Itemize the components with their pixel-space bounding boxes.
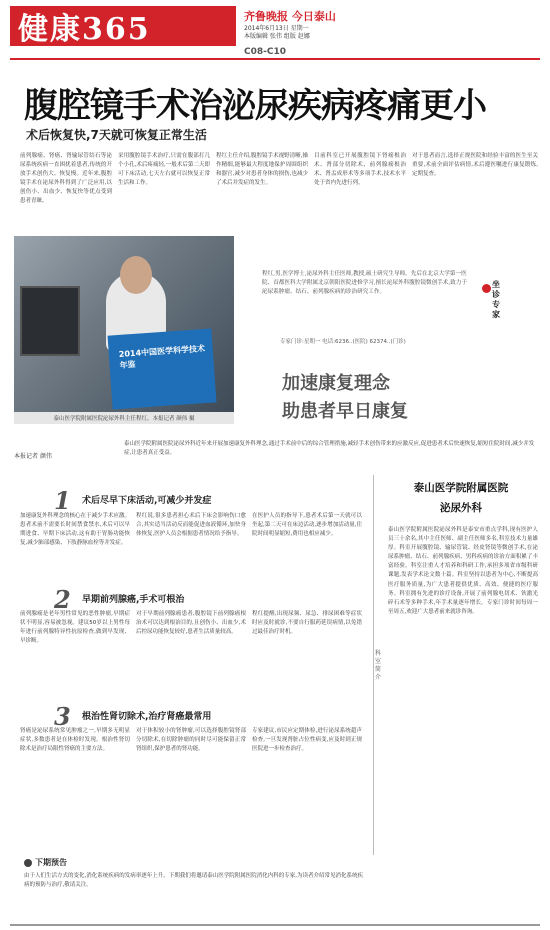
feature-title-line-1: 加速康复理念 [282,373,390,394]
footer-rule [10,924,540,926]
department-title-line-1: 泰山医学院附属医院 [413,482,509,494]
intro-paragraph: 泰山医学院附属医院泌尿外科近年来开展加速康复外科理念,通过手术前中后的综合管理措施,减轻手术创伤带来的应激反应,促进患者术后快速恢复,缩短住院时间,减少并发症,让患者真正受益。 [124,441,535,456]
section-3-col-2: 对于体积较小的肾肿瘤,可以选择腹腔镜肾部分切除术,在切除肿瘤的同时尽可能保留正常肾组织,保护患者的肾功能。 [136,728,246,753]
tag-dot-icon [482,284,491,293]
department-title [386,478,536,518]
column-divider [373,475,374,855]
next-issue-heading [24,857,67,868]
photo-book [108,328,217,409]
section-2-number: 2 [54,585,71,614]
department-label: 科室简介 [375,650,382,681]
masthead [0,0,550,62]
section-3-title: 根治性肾切除术,治疗肾癌最常用 [82,711,212,722]
section-1-heading [82,489,211,509]
department-intro: 泰山医学院附属医院泌尿外科是泰安市重点学科,现有医护人员三十余名,其中主任医师、副主任医师多名,科室技术力量雄厚。科室开展腹腔镜、输尿管镜、经皮肾镜等微创手术,在泌尿系肿瘤、结石、前列腺疾病、男科疾病的诊治方面积累了丰富经验。科室注重人才培养和科研工作,承担多项省市级科研课题,发表学术论文数十篇。科室坚持以患者为中心,不断提高医疗服务质量,为广大患者提供优质、高效、便捷的医疗服务。科室拥有先进的诊疗设备,开展了前列腺电切术、钬激光碎石术等多种手术,年手术量逐年增长。专家门诊时间每周一至周五,欢迎广大患者前来就诊咨询。 [388,527,538,615]
section-3-number: 3 [54,702,71,731]
masthead-rule [10,58,540,60]
body-column-3: 程红主任介绍,腹腔镜手术视野清晰,操作精细,能够最大程度地保护周围组织和器官,减少对患者身体的损伤,也减少了术后并发症的发生。 [216,153,308,187]
article-headline: 腹腔镜手术治泌尿疾病疼痛更小 [24,86,486,126]
section-3-col-1: 肾癌是泌尿系统常见肿瘤之一,早期多无明显症状,多数患者是在体检时发现。根治性肾切除术是治疗局限性肾癌的主要方法。 [20,728,130,753]
photo-book-title: 2014中国医学科学技术年鉴 [118,343,206,370]
section-logo [10,6,236,46]
body-column-2: 采用腹腔镜手术治疗,只需在腹部打几个小孔,术后疼痛轻,一般术后第二天即可下床活动,七天左右就可以恢复正常生活和工作。 [118,153,210,187]
body-column-4: 目前科室已开展腹腔镜下肾癌根治术、肾部分切除术、前列腺癌根治术、肾盂成形术等多项手术,技术水平处于省内先进行列。 [314,153,406,187]
photo-face [120,256,152,294]
bullet-icon [24,859,32,867]
body-column-5: 对于患者而言,选择正规医院和经验丰富的医生至关重要,术前全面评估病情,术后遵医嘱进行康复锻炼,定期复查。 [412,153,538,178]
page-range: C08-C10 [244,47,286,57]
expert-tag-label: 坐诊专家 [492,280,500,319]
byline: 本报记者 颜伟 [14,453,52,460]
photo-caption: 泰山医学院附属医院泌尿外科主任程红。本报记者 颜伟 摄 [14,412,234,424]
photo-monitor [20,286,80,356]
doctor-contact: 专家门诊:星期一 电话:6236..(医院) 62374..(门诊) [280,339,406,345]
section-1-col-3: 在医护人员的指导下,患者术后第一天就可以坐起,第二天可在床边活动,逐步增加活动量,住院时间明显缩短,费用也相应减少。 [252,513,362,538]
section-1-title: 术后尽早下床活动,可减少并发症 [82,495,212,506]
section-2-heading [82,588,184,608]
section-3-col-3: 专家建议,市民应定期体检,进行泌尿系统超声检查,一旦发现肾脏占位性病变,应及时到正规医院进一步检查治疗。 [252,728,362,753]
article-subhead: 术后恢复快,7天就可恢复正常生活 [26,128,207,142]
department-title-line-2: 泌尿外科 [440,502,482,514]
doctor-bio: 程红,男,医学博士,泌尿外科主任医师,教授,硕士研究生导师。先后在北京大学第一医院、首都医科大学附属北京朝阳医院进修学习,擅长泌尿外科腹腔镜微创手术,致力于泌尿系肿瘤、结石、前列腺疾病的诊治研究工作。 [262,271,467,295]
next-issue-title: 下期预告 [35,858,67,867]
paper-name: 齐鲁晚报 今日泰山 [244,10,336,23]
feature-title-line-2: 助患者早日康复 [282,401,408,422]
section-2-col-1: 前列腺癌是老年男性常见的恶性肿瘤,早期症状不明显,容易被忽视。建议50岁以上男性每年进行前列腺特异性抗原检查,做到早发现、早诊断。 [20,611,130,645]
section-2-col-2: 对于早期前列腺癌患者,腹腔镜下前列腺癌根治术可以达到根治目的,且创伤小、出血少,术后控尿功能恢复较好,患者生活质量较高。 [136,611,246,636]
expert-tag [482,280,502,350]
doctor-photo [14,236,234,414]
section-2-title: 早期前列腺癌,手术可根治 [82,594,185,605]
section-3-heading [82,705,211,725]
issue-meta [244,25,310,41]
section-logo-text: 健康365 [18,12,151,47]
section-1-col-1: 加速康复外科理念的核心在于减少手术应激。患者术前不需要长时间禁食禁水,术后可以早期进食、早期下床活动,这有助于胃肠功能恢复,减少肺部感染、下肢静脉血栓等并发症。 [20,513,130,547]
section-1-col-2: 程红说,很多患者担心术后下床会影响伤口愈合,其实适当活动反而能促进血液循环,加快身体恢复,医护人员会根据患者情况给予指导。 [136,513,246,538]
body-column-1: 前列腺癌、肾癌、肾输尿管结石等泌尿系统疾病一直困扰着患者,传统的开放手术创伤大、恢复慢。近年来,腹腔镜手术在泌尿外科得到了广泛应用,以创伤小、出血少、恢复快等优点受到患者青睐。 [20,153,112,205]
issue-date: 2014年6月13日 星期一 [244,25,309,32]
issue-editors: 本版编辑 张伟 组版 赵娜 [244,33,310,40]
section-1-number: 1 [54,486,71,515]
section-2-col-3: 程红提醒,出现尿频、尿急、排尿困难等症状时应及时就诊,不要自行服药延误病情,以免错过最佳治疗时机。 [252,611,362,636]
feature-title [282,370,408,426]
next-issue-text: 由于人们生活方式的变化,消化系统疾病的发病率逐年上升。下期我们将邀请泰山医学院附属医院消化内科的专家,为读者介绍常见消化系统疾病的预防与治疗,敬请关注。 [24,873,364,888]
